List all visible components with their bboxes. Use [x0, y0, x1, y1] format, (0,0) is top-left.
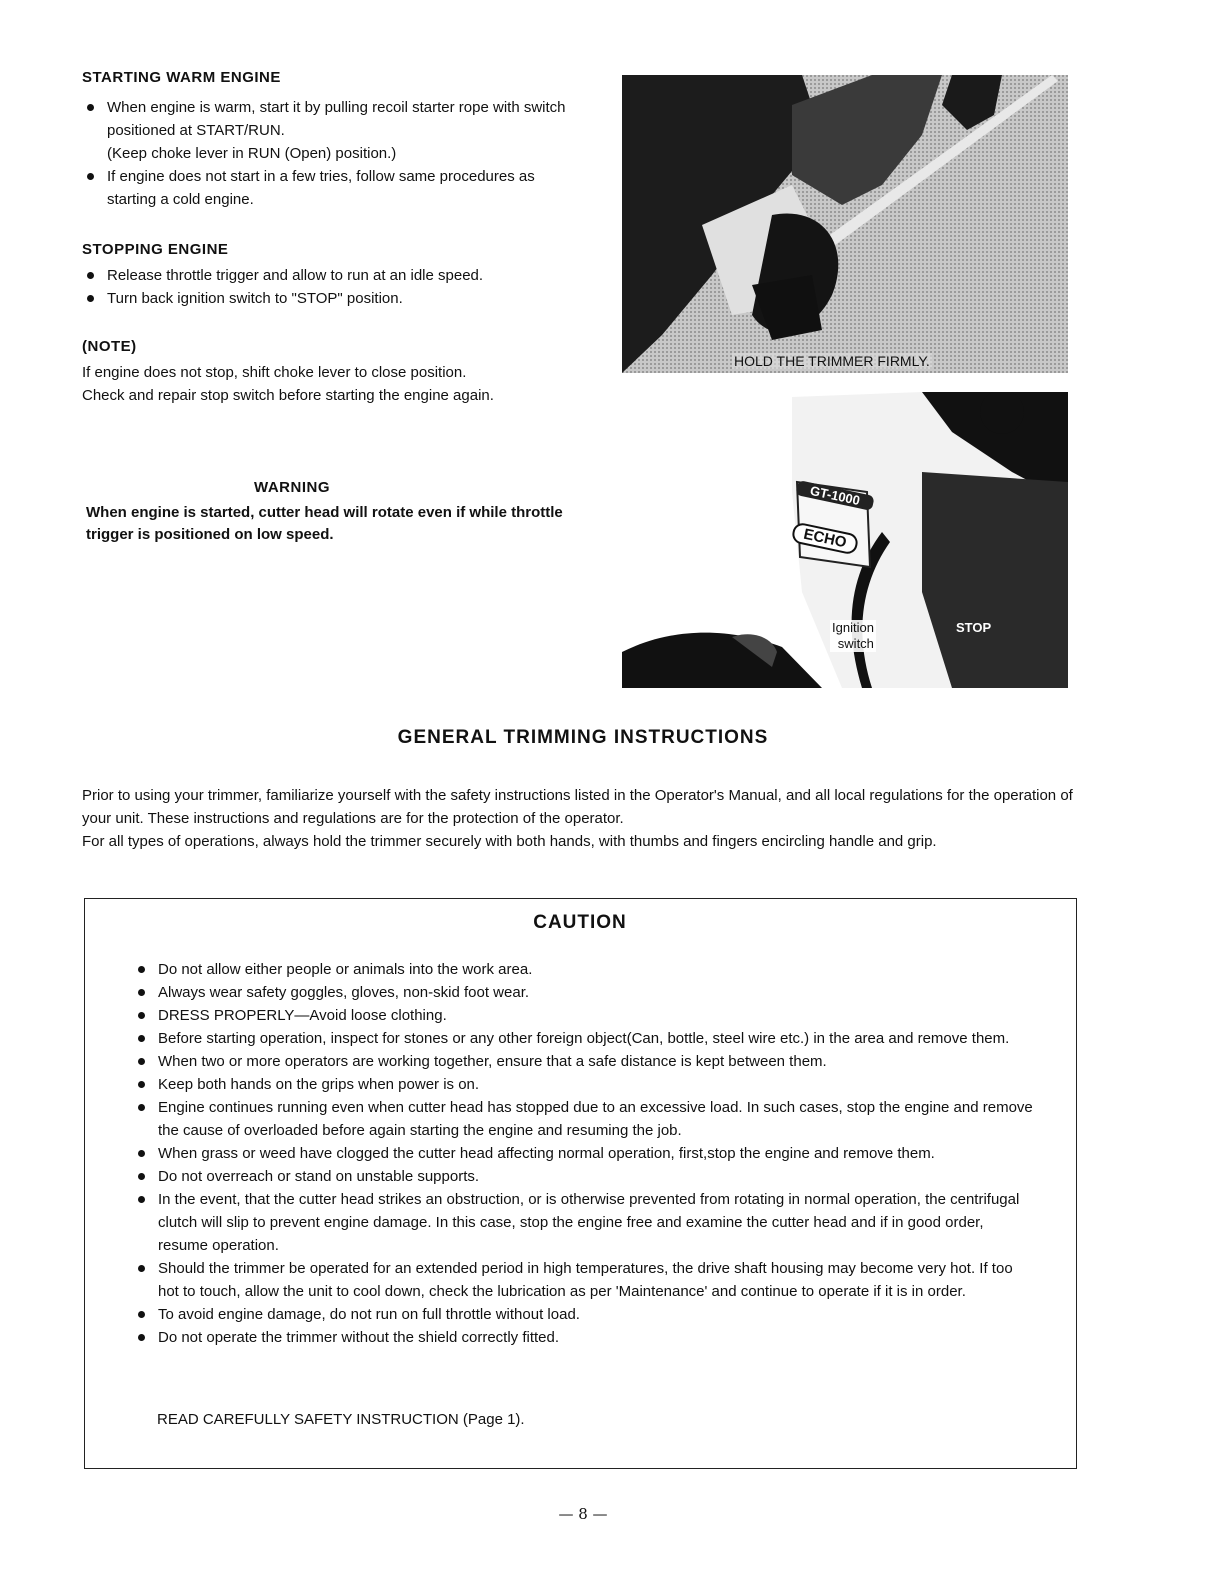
note-text: If engine does not stop, shift choke lever to close position. Check and repair stop switch before starting the engine again. [82, 364, 494, 404]
list-item: To avoid engine damage, do not run on full throttle without load. [133, 1303, 1033, 1326]
list-item: If engine does not start in a few tries, follow same procedures as starting a cold engine. [82, 165, 582, 211]
ignition-switch-label: Ignition switch [832, 620, 874, 651]
caution-box [84, 898, 1077, 1469]
list-item: In the event, that the cutter head strikes an obstruction, or is otherwise prevented from rotating in normal operation, the centrifugal clutch will slip to prevent engine damage. In this case, stop the engine free and examine the cutter head and if in good order, resume operation. [133, 1188, 1033, 1257]
list-item: Always wear safety goggles, gloves, non-skid foot wear. [133, 981, 1033, 1004]
list-item: Turn back ignition switch to "STOP" position. [82, 287, 592, 310]
list-item: When two or more operators are working together, ensure that a safe distance is kept between them. [133, 1050, 1033, 1073]
warm-engine-title: STARTING WARM ENGINE [82, 69, 281, 86]
list-item: When engine is warm, start it by pulling recoil starter rope with switch positioned at START/RUN. (Keep choke lever in RUN (Open) position.) [82, 96, 582, 165]
list-item: Engine continues running even when cutter head has stopped due to an excessive load. In such cases, stop the engine and remove the cause of overloaded before again starting the engine and resuming the job. [133, 1096, 1033, 1142]
hold-trimmer-illustration [622, 75, 1068, 373]
list-item: Do not operate the trimmer without the shield correctly fitted. [133, 1326, 1033, 1349]
caution-list [133, 958, 1033, 1349]
list-item: Do not allow either people or animals into the work area. [133, 958, 1033, 981]
general-title: GENERAL TRIMMING INSTRUCTIONS [397, 727, 769, 748]
warm-engine-list [82, 96, 582, 211]
caution-title: CAUTION [533, 912, 627, 933]
list-item: Before starting operation, inspect for stones or any other foreign object(Can, bottle, steel wire etc.) in the area and remove them. [133, 1027, 1033, 1050]
list-item: Do not overreach or stand on unstable supports. [133, 1165, 1033, 1188]
note-title: (NOTE) [82, 338, 137, 355]
ignition-switch-photo [622, 392, 1068, 688]
sub-note: (Keep choke lever in RUN (Open) position.) [107, 145, 397, 162]
hold-trimmer-photo [622, 75, 1068, 373]
echo-logo: ECHO [791, 521, 860, 555]
warning-text: When engine is started, cutter head will rotate even if while throttle trigger is positioned on low speed. [86, 504, 563, 543]
stop-label: STOP [956, 620, 992, 635]
model-badge: GT-1000 [795, 480, 874, 511]
list-item: Keep both hands on the grips when power is on. [133, 1073, 1033, 1096]
stopping-list [82, 264, 592, 310]
list-item: Should the trimmer be operated for an extended period in high temperatures, the drive shaft housing may become very hot. If too hot to touch, allow the unit to cool down, check the lubrication as per 'Maintenance' and continue to operate if it is in order. [133, 1257, 1033, 1303]
caution-footer: READ CAREFULLY SAFETY INSTRUCTION (Page 1). [157, 1411, 525, 1428]
list-item: Release throttle trigger and allow to run at an idle speed. [82, 264, 592, 287]
general-paragraph: Prior to using your trimmer, familiarize yourself with the safety instructions listed in the Operator's Manual, and all local regulations for the operation of your unit. These instructions and regulations are for the protection of the operator. For all types of operations, always hold the trimmer securely with both hands, with thumbs and fingers encircling handle and grip. [82, 787, 1073, 850]
photo-caption: HOLD THE TRIMMER FIRMLY. [734, 353, 930, 369]
warning-title: WARNING [254, 479, 330, 496]
list-item: DRESS PROPERLY—Avoid loose clothing. [133, 1004, 1033, 1027]
stopping-title: STOPPING ENGINE [82, 241, 229, 258]
list-item: When grass or weed have clogged the cutter head affecting normal operation, first,stop the engine and remove them. [133, 1142, 1033, 1165]
page-number: — 8 — [558, 1505, 608, 1523]
